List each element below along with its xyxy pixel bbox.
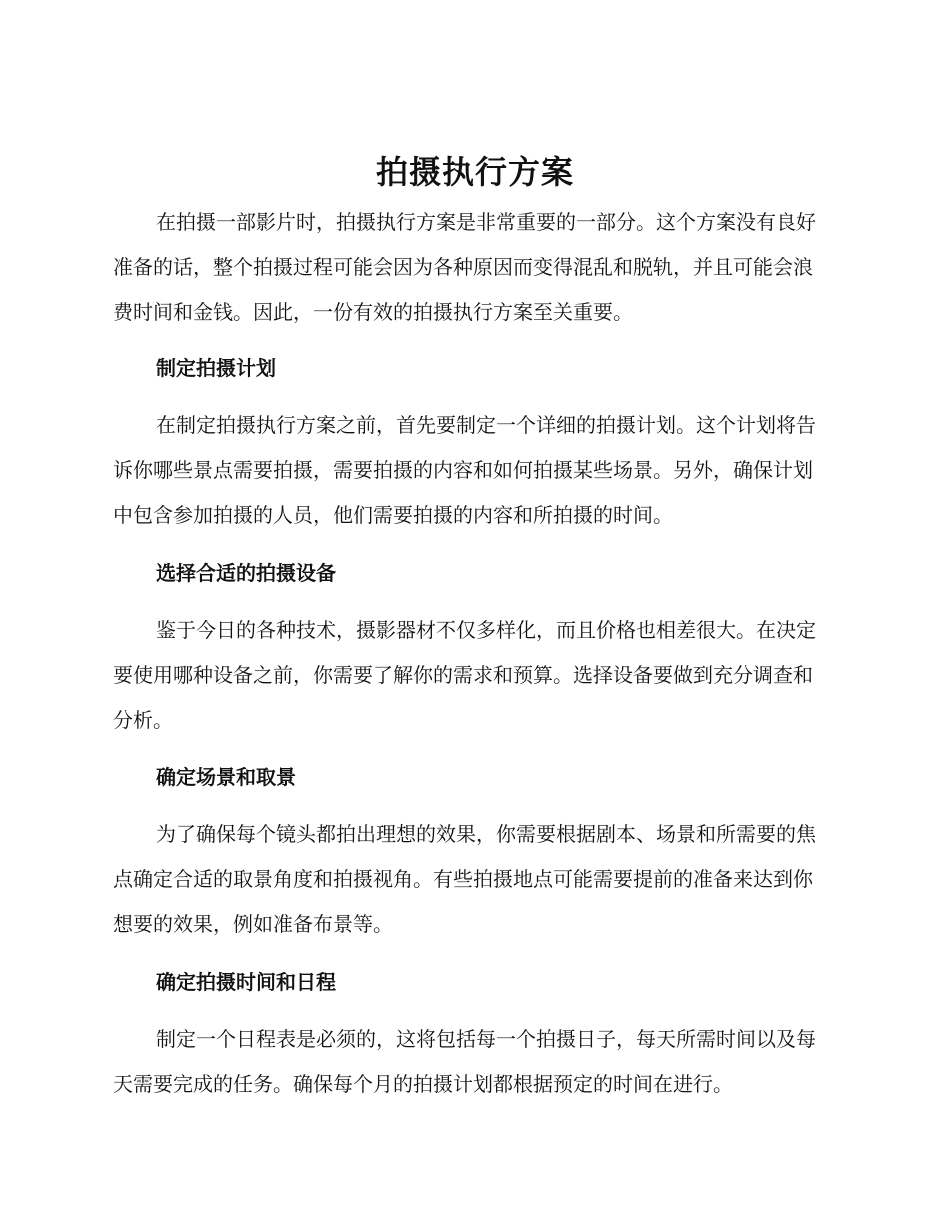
section-body-scene: 为了确保每个镜头都拍出理想的效果，你需要根据剧本、场景和所需要的焦点确定合适的取景角度和拍摄视角。有些拍摄地点可能需要提前的准备来达到你想要的效果，例如准备布景等。	[113, 822, 816, 936]
section-heading-schedule: 确定拍摄时间和日程	[156, 970, 336, 994]
section-heading-equipment: 选择合适的拍摄设备	[156, 561, 336, 585]
section-heading-plan: 制定拍摄计划	[156, 356, 276, 380]
section-heading-scene: 确定场景和取景	[156, 765, 296, 789]
section-body-equipment: 鉴于今日的各种技术，摄影器材不仅多样化，而且价格也相差很大。在决定要使用哪种设备之前，你需要了解你的需求和预算。选择设备要做到充分调查和分析。	[113, 618, 816, 732]
intro-paragraph: 在拍摄一部影片时，拍摄执行方案是非常重要的一部分。这个方案没有良好准备的话，整个拍摄过程可能会因为各种原因而变得混乱和脱轨，并且可能会浪费时间和金钱。因此，一份有效的拍摄执行方案至关重要。	[113, 210, 816, 324]
section-body-schedule: 制定一个日程表是必须的，这将包括每一个拍摄日子，每天所需时间以及每天需要完成的任务。确保每个月的拍摄计划都根据预定的时间在进行。	[113, 1027, 816, 1096]
document-title: 拍摄执行方案	[375, 153, 574, 191]
section-body-plan: 在制定拍摄执行方案之前，首先要制定一个详细的拍摄计划。这个计划将告诉你哪些景点需要拍摄，需要拍摄的内容和如何拍摄某些场景。另外，确保计划中包含参加拍摄的人员，他们需要拍摄的内容和所拍摄的时间。	[113, 413, 816, 527]
